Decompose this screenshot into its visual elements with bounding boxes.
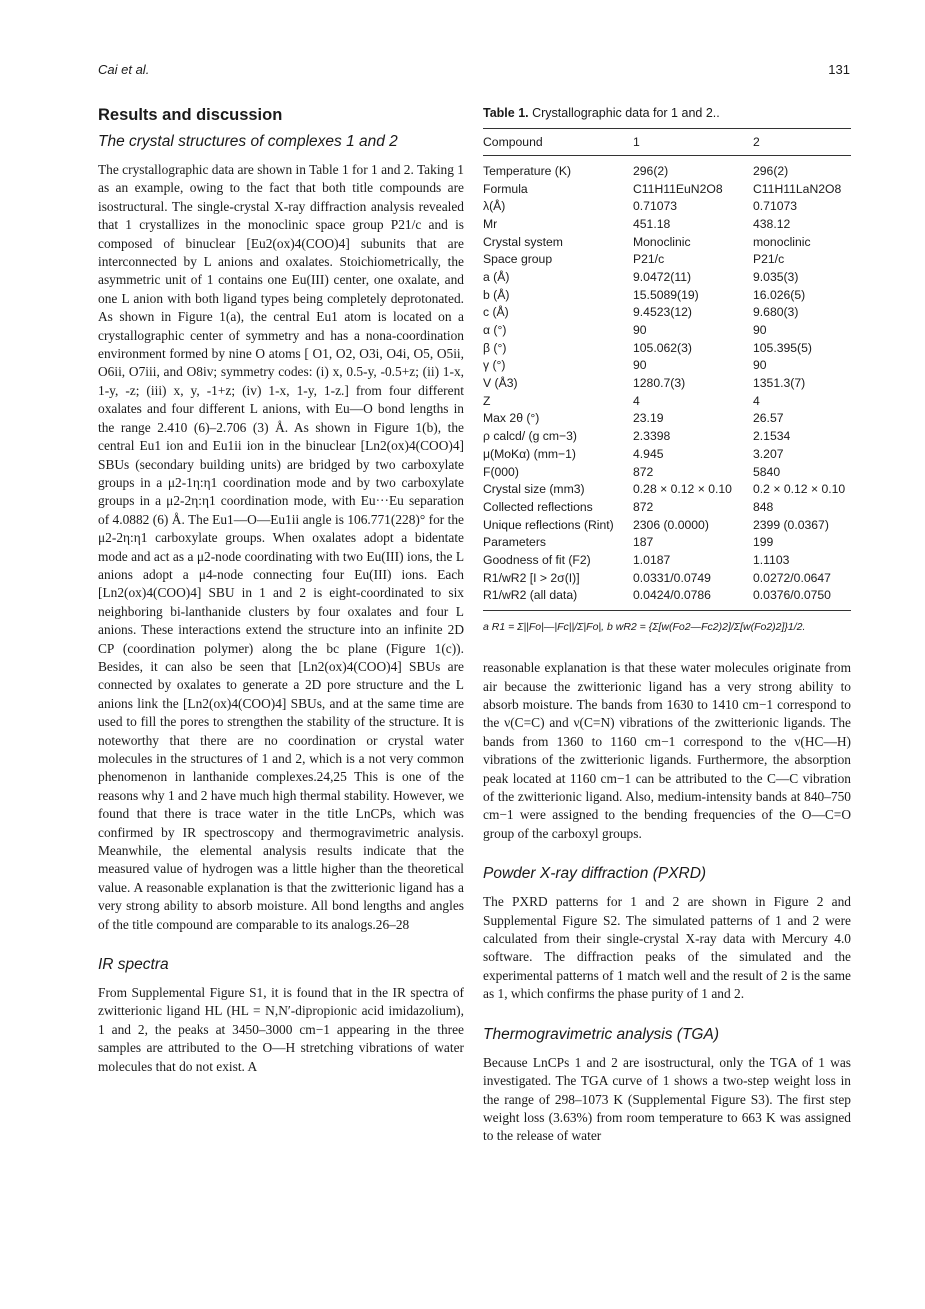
table-cell: 23.19 bbox=[633, 411, 664, 426]
table-cell: Crystal system bbox=[483, 234, 563, 249]
table-cell: 1351.3(7) bbox=[753, 376, 806, 391]
table-cell: λ(Å) bbox=[483, 199, 506, 214]
table-row bbox=[483, 357, 851, 375]
table-cell: Mr bbox=[483, 216, 498, 231]
table-cell: 3.207 bbox=[753, 446, 784, 461]
table-row bbox=[483, 250, 851, 268]
table-cell: 848 bbox=[753, 499, 774, 514]
subsection-ir-spectra: IR spectra bbox=[98, 956, 169, 974]
table-row bbox=[483, 286, 851, 304]
table-cell: 4.945 bbox=[633, 446, 664, 461]
table-row bbox=[483, 304, 851, 322]
table-cell: Max 2θ (°) bbox=[483, 411, 540, 426]
table-cell: 438.12 bbox=[753, 216, 791, 231]
table-cell: 0.2 × 0.12 × 0.10 bbox=[753, 482, 846, 497]
table-cell: P21/c bbox=[753, 252, 785, 267]
table-row bbox=[483, 321, 851, 339]
table-cell: 1280.7(3) bbox=[633, 376, 686, 391]
table-cell: 9.4523(12) bbox=[633, 305, 692, 320]
table-row bbox=[483, 498, 851, 516]
subsection-crystal-structures: The crystal structures of complexes 1 and 2 bbox=[98, 133, 398, 150]
table-cell: R1/wR2 [I > 2σ(I)] bbox=[483, 570, 580, 585]
table-cell: C11H11LaN2O8 bbox=[753, 181, 842, 196]
table-cell: 872 bbox=[633, 499, 654, 514]
table-header-cell: 2 bbox=[753, 129, 851, 156]
table-row bbox=[483, 427, 851, 445]
table-cell: V (Å3) bbox=[483, 376, 518, 391]
table-header-cell: Compound bbox=[483, 129, 633, 156]
table-row bbox=[483, 533, 851, 551]
table-cell: 1.1103 bbox=[753, 552, 790, 567]
table-cell: 4 bbox=[753, 393, 760, 408]
table-cell: 9.0472(11) bbox=[633, 269, 692, 284]
left-column bbox=[98, 102, 464, 1076]
paragraph-ir-continued: reasonable explanation is that these water molecules originate from air because the zwitterionic ligand has a very strong ability to absorb moisture. The bands from 1630 to 1410 cm−1 correspond to the ν(C=C) and ν(C=N) vibrations of the zwitterionic ligands. The bands from 1360 to 1160 cm−1 correspond to the ν(HC—H) vibrations of the zwitterionic ligands. Furthermore, the absorption peak located at 1160 cm−1 can be attributed to the C—C vibration of the zwitterionic ligand. Also, medium-intensity bands at 840–750 cm−1 were assigned to the bending frequencies of the O—C=O group of the carboxyl groups. bbox=[483, 660, 851, 841]
table-cell: 2.1534 bbox=[753, 429, 791, 444]
table-cell: Formula bbox=[483, 181, 528, 196]
table-cell: c (Å) bbox=[483, 305, 509, 320]
table-cell: 15.5089(19) bbox=[633, 287, 699, 302]
table-header-row bbox=[483, 129, 851, 156]
table-cell: 90 bbox=[633, 323, 647, 338]
table-cell: 296(2) bbox=[633, 163, 669, 178]
table-cell: monoclinic bbox=[753, 234, 811, 249]
page-number: 131 bbox=[828, 62, 850, 77]
table-row bbox=[483, 374, 851, 392]
subsection-tga: Thermogravimetric analysis (TGA) bbox=[483, 1025, 719, 1043]
subsection-pxrd: Powder X-ray diffraction (PXRD) bbox=[483, 865, 707, 883]
table-cell: 296(2) bbox=[753, 163, 789, 178]
paragraph-pxrd: The PXRD patterns for 1 and 2 are shown in Figure 2 and Supplemental Figure S2. The simulated patterns of 1 and 2 were calculated from their single-crystal X-ray data with Mercury 4.0 software. The diffraction peaks of the simulated and the experimental patterns of 1 match well and the result of 2 is the same as 1, which confirms the phase purity of 1 and 2. bbox=[483, 894, 851, 1002]
table-cell: 2306 (0.0000) bbox=[633, 517, 709, 532]
table-row bbox=[483, 233, 851, 251]
table-cell: 9.035(3) bbox=[753, 269, 799, 284]
table-cell: C11H11EuN2O8 bbox=[633, 181, 723, 196]
table-header-cell: 1 bbox=[633, 129, 753, 156]
table-cell: Crystal size (mm3) bbox=[483, 482, 585, 497]
table-footnote: a R1 = Σ||Fo|—|Fc||/Σ|Fo|, b wR2 = {Σ[w(Fo2—Fc2)2]/Σ[w(Fo2)2]}1/2. bbox=[483, 621, 806, 634]
table-cell: ρ calcd/ (g cm−3) bbox=[483, 429, 577, 444]
table-cell: a (Å) bbox=[483, 269, 510, 284]
page-header bbox=[98, 62, 850, 82]
crystallographic-data-table bbox=[483, 128, 851, 611]
paragraph-crystal-structures: The crystallographic data are shown in Table 1 for 1 and 2. Taking 1 as an example, owing to the fact that both title compounds are isostructural. The single-crystal X-ray diffraction analysis revealed that 1 crystallizes in the monoclinic space group P21/c and is composed of binuclear [Eu2(ox)4(COO)4] subunits that are interconnected by L anions and oxalates. Stoichiometrically, the asymmetric unit of 1 contains one Eu(III) center, one oxalate, and one L anion with both ligand types being completely deprotonated. As shown in Figure 1(a), the central Eu1 atom is located on a crystallographic center of symmetry and has a nona-coordination environment formed by nine O atoms [ O1, O2, O3i, O4i, O5, O5ii, O6ii, O7iii, and O8iv; symmetry codes: (i) x, 0.5-y, -0.5+z; (ii) 1-x, 1-y, -z; (iii) x, y, -1+z; (iv) 1-x, 1-y, 1-z.] from four different oxalates and four different L anions, with Eu—O bond lengths in the range 2.410 (6)–2.706 (3) Å. As shown in Figure 1(b), the central Eu1 ion and Eu1ii ion in the binuclear [Ln2(ox)4(COO)4] SBUs (secondary building units) are bridged by two carboxylate groups in a μ2-1η:η1 coordination mode and by two carboxylate groups in a μ2-2η:η1 coordination mode, with Eu···Eu separation of 4.0882 (6) Å. The Eu1—O—Eu1ii angle is 106.771(228)° for the μ2-2η:η1 carboxylate groups. When oxalates adopt a bidentate mode and act as a μ2-node coordinating with two Eu(III) ions, the L anions adopt a μ4-node connecting four Eu(III) ions. Each [Ln2(ox)4(COO)4] SBU in 1 and 2 is eight-coordinated to six neighboring bi-lanthanide clusters by four oxalates and four L anions. These interactions extend the structure into an infinite 2D CP (coordination polymer) along the bc plane (Figure 1(c)). Besides, it can also be seen that [Ln2(ox)4(COO)4] SBUs are connected by oxalates to generate a 2D pore structure and the L anions link the [Ln2(ox)4(COO)4] SBUs, and at the same time are used to fill the pores to strengthen the stability of the structure. It is noteworthy that there are no coordination or crystal water molecules in the structures of 1 and 2, which is a not very common phenomenon in lanthanide complexes.24,25 This is one of the reasons why 1 and 2 have much high thermal stability. However, we found that there is trace water in the title LnCPs, which was confirmed by IR spectroscopy and thermogravimetric analysis. Meanwhile, the elemental analysis results indicate that the measured value of hydrogen was a little higher than the theoretical value. A reasonable explanation is that the zwitterionic ligand has a very strong ability to absorb moisture. All bond lengths and angles of the title compound are comparable to its analogs.26–28 bbox=[98, 162, 464, 932]
table-cell: 0.0376/0.0750 bbox=[753, 588, 831, 603]
table-cell: 105.395(5) bbox=[753, 340, 812, 355]
paragraph-ir-spectra: From Supplemental Figure S1, it is found that in the IR spectra of zwitterionic ligand HL (HL = N,N′-dipropionic acid imidazolium), 1 and 2, the peaks at 3450–3000 cm−1 appearing in the three samples are attributed to the O—H stretching vibrations of water molecules that do not exist. A bbox=[98, 985, 464, 1074]
table-cell: 0.71073 bbox=[753, 199, 798, 214]
running-head: Cai et al. bbox=[98, 62, 150, 77]
table-cell: 90 bbox=[753, 358, 767, 373]
table-cell: 0.28 × 0.12 × 0.10 bbox=[633, 482, 732, 497]
table-cell: Unique reflections (Rint) bbox=[483, 517, 614, 532]
table-cell: 16.026(5) bbox=[753, 287, 806, 302]
table-cell: Space group bbox=[483, 252, 553, 267]
table-cell: β (°) bbox=[483, 340, 507, 355]
table-cell: α (°) bbox=[483, 323, 507, 338]
table-cell: 90 bbox=[753, 323, 767, 338]
table-row bbox=[483, 480, 851, 498]
table-label: Table 1. bbox=[483, 106, 529, 120]
table-cell: Monoclinic bbox=[633, 234, 691, 249]
table-row bbox=[483, 569, 851, 587]
table-cell: μ(MoKα) (mm−1) bbox=[483, 446, 576, 461]
table-cell: 2.3398 bbox=[633, 429, 671, 444]
table-cell: 0.0424/0.0786 bbox=[633, 588, 711, 603]
table-cell: P21/c bbox=[633, 252, 665, 267]
table-row bbox=[483, 410, 851, 428]
table-cell: F(000) bbox=[483, 464, 519, 479]
table-row bbox=[483, 463, 851, 481]
table-row bbox=[483, 268, 851, 286]
section-title: Results and discussion bbox=[98, 106, 283, 124]
table-row bbox=[483, 215, 851, 233]
table-cell: 872 bbox=[633, 464, 654, 479]
table-cell: 187 bbox=[633, 535, 654, 550]
table-row bbox=[483, 516, 851, 534]
table-cell: 26.57 bbox=[753, 411, 784, 426]
table-cell: Temperature (K) bbox=[483, 163, 572, 178]
table-cell: Goodness of fit (F2) bbox=[483, 552, 591, 567]
table-cell: 199 bbox=[753, 535, 774, 550]
table-row bbox=[483, 180, 851, 198]
table-cell: 105.062(3) bbox=[633, 340, 692, 355]
table-cell: γ (°) bbox=[483, 358, 506, 373]
table-cell: 0.71073 bbox=[633, 199, 678, 214]
right-column bbox=[483, 102, 851, 1146]
table-row bbox=[483, 551, 851, 569]
table-cell: 4 bbox=[633, 393, 640, 408]
table-cell: 5840 bbox=[753, 464, 781, 479]
table-cell: 90 bbox=[633, 358, 647, 373]
table-cell: 9.680(3) bbox=[753, 305, 799, 320]
table-row bbox=[483, 392, 851, 410]
table-cell: Collected reflections bbox=[483, 499, 593, 514]
table-caption bbox=[483, 106, 851, 120]
table-cell: 451.18 bbox=[633, 216, 671, 231]
table-cell: Parameters bbox=[483, 535, 546, 550]
table-cell: b (Å) bbox=[483, 287, 510, 302]
table-cell: 0.0272/0.0647 bbox=[753, 570, 831, 585]
paragraph-tga: Because LnCPs 1 and 2 are isostructural, only the TGA of 1 was investigated. The TGA curve of 1 shows a two-step weight loss in the range of 298–1073 K (Supplemental Figure S3). The first step weight loss (3.63%) from room temperature to 663 K was assigned to the release of water bbox=[483, 1054, 851, 1144]
table-row bbox=[483, 445, 851, 463]
table-cell: 2399 (0.0367) bbox=[753, 517, 829, 532]
table-cell: R1/wR2 (all data) bbox=[483, 588, 578, 603]
table-row bbox=[483, 156, 851, 180]
table-row bbox=[483, 339, 851, 357]
table-cell: Z bbox=[483, 393, 491, 408]
table-cell: 0.0331/0.0749 bbox=[633, 570, 711, 585]
table-cell: 1.0187 bbox=[633, 552, 671, 567]
table-row bbox=[483, 587, 851, 611]
table-caption-text: Crystallographic data for 1 and 2.. bbox=[532, 106, 720, 120]
table-row bbox=[483, 197, 851, 215]
